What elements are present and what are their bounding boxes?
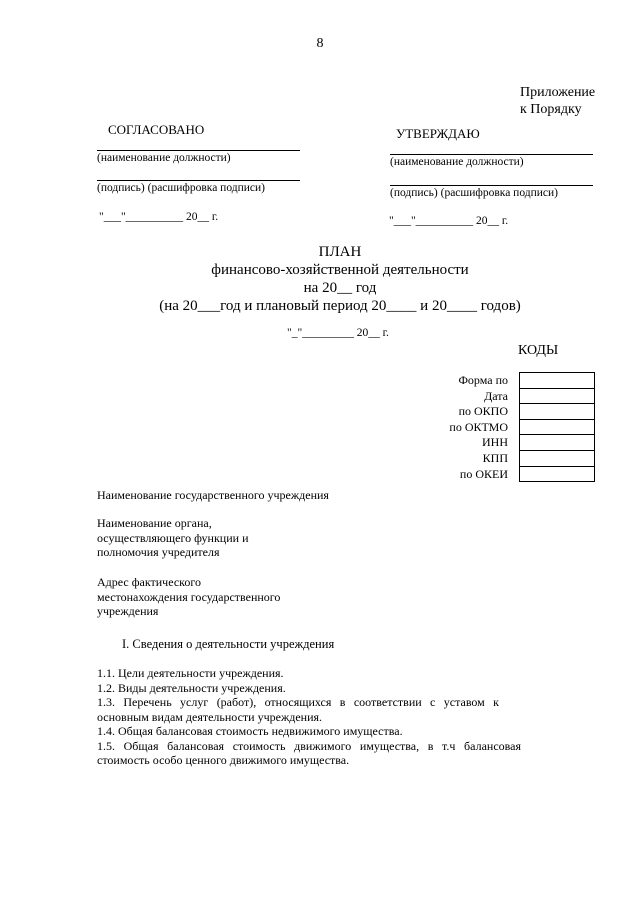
agreed-position-caption: (наименование должности) <box>97 152 231 164</box>
code-label-okei: по ОКЕИ <box>459 466 508 481</box>
title-line-1: ПЛАН <box>318 244 362 260</box>
code-label-form: Форма по <box>458 373 508 387</box>
item-1-1: 1.1. Цели деятельности учреждения. <box>97 666 284 680</box>
agreed-signature-caption: (подпись) (расшифровка подписи) <box>97 182 266 194</box>
approved-heading: УТВЕРЖДАЮ <box>396 126 480 141</box>
item-1-2: 1.2. Виды деятельности учреждения. <box>97 680 286 695</box>
agreed-date: "___"__________ 20__ г. <box>99 211 219 223</box>
section-1-title: I. Сведения о деятельности учреждения <box>122 637 335 651</box>
code-label-oktmo: по ОКТМО <box>449 419 508 434</box>
page-number: 8 <box>316 36 324 51</box>
approved-signature-caption: (подпись) (расшифровка подписи) <box>390 187 559 199</box>
approved-date: "___"__________ 20__ г. <box>389 215 509 227</box>
codes-table <box>519 372 595 482</box>
institution-name-label: Наименование государственного учреждения <box>97 488 329 502</box>
founder-line-3: полномочия учредителя <box>97 545 220 559</box>
title-line-3: на 20__ год <box>303 280 377 296</box>
title-line-2: финансово-хозяйственной деятельности <box>211 262 469 278</box>
agreed-position-line <box>97 150 300 151</box>
agreed-heading: СОГЛАСОВАНО <box>108 122 205 137</box>
document-title <box>0 243 640 315</box>
codes-heading: КОДЫ <box>518 343 559 358</box>
founder-label <box>97 516 249 560</box>
address-label <box>97 575 280 619</box>
address-line-3: учреждения <box>97 604 159 618</box>
item-1-3: 1.3. Перечень услуг (работ), относящихся в соответствии с уставом к основным видам деятельности учреждения. <box>97 695 499 724</box>
code-cell-kpp <box>520 450 595 466</box>
appendix-reference <box>520 84 595 118</box>
code-labels <box>449 373 508 482</box>
code-cell-inn <box>520 435 595 451</box>
code-cell-form <box>520 373 595 389</box>
code-label-inn: ИНН <box>482 435 508 450</box>
agreed-signature-line <box>97 180 300 181</box>
appendix-line-2: к Порядку <box>520 102 582 117</box>
founder-line-2: осуществляющего функции и <box>97 530 249 545</box>
plan-date: "_"_________ 20__ г. <box>287 327 389 339</box>
item-1-5: 1.5. Общая балансовая стоимость движимого имущества, в т.ч балансовая стоимость особо ценного движимого имущества. <box>97 738 521 767</box>
item-1-4: 1.4. Общая балансовая стоимость недвижимого имущества. <box>97 724 403 738</box>
approved-position-line <box>390 154 593 155</box>
address-line-2: местонахождения государственного <box>97 589 281 604</box>
approved-signature-line <box>390 185 593 186</box>
code-label-okpo: по ОКПО <box>458 404 508 419</box>
founder-line-1: Наименование органа, <box>97 516 212 530</box>
title-line-4: (на 20___год и плановый период 20____ и 20____ годов) <box>159 298 521 314</box>
code-cell-date <box>520 388 595 404</box>
code-cell-okpo <box>520 404 595 420</box>
code-cell-oktmo <box>520 419 595 435</box>
code-label-date: Дата <box>484 388 508 403</box>
address-line-1: Адрес фактического <box>97 575 201 589</box>
section-1-items <box>97 666 527 768</box>
code-label-kpp: КПП <box>482 450 508 465</box>
code-cell-okei <box>520 466 595 482</box>
appendix-line-1: Приложение <box>520 85 596 100</box>
approved-position-caption: (наименование должности) <box>390 156 524 168</box>
